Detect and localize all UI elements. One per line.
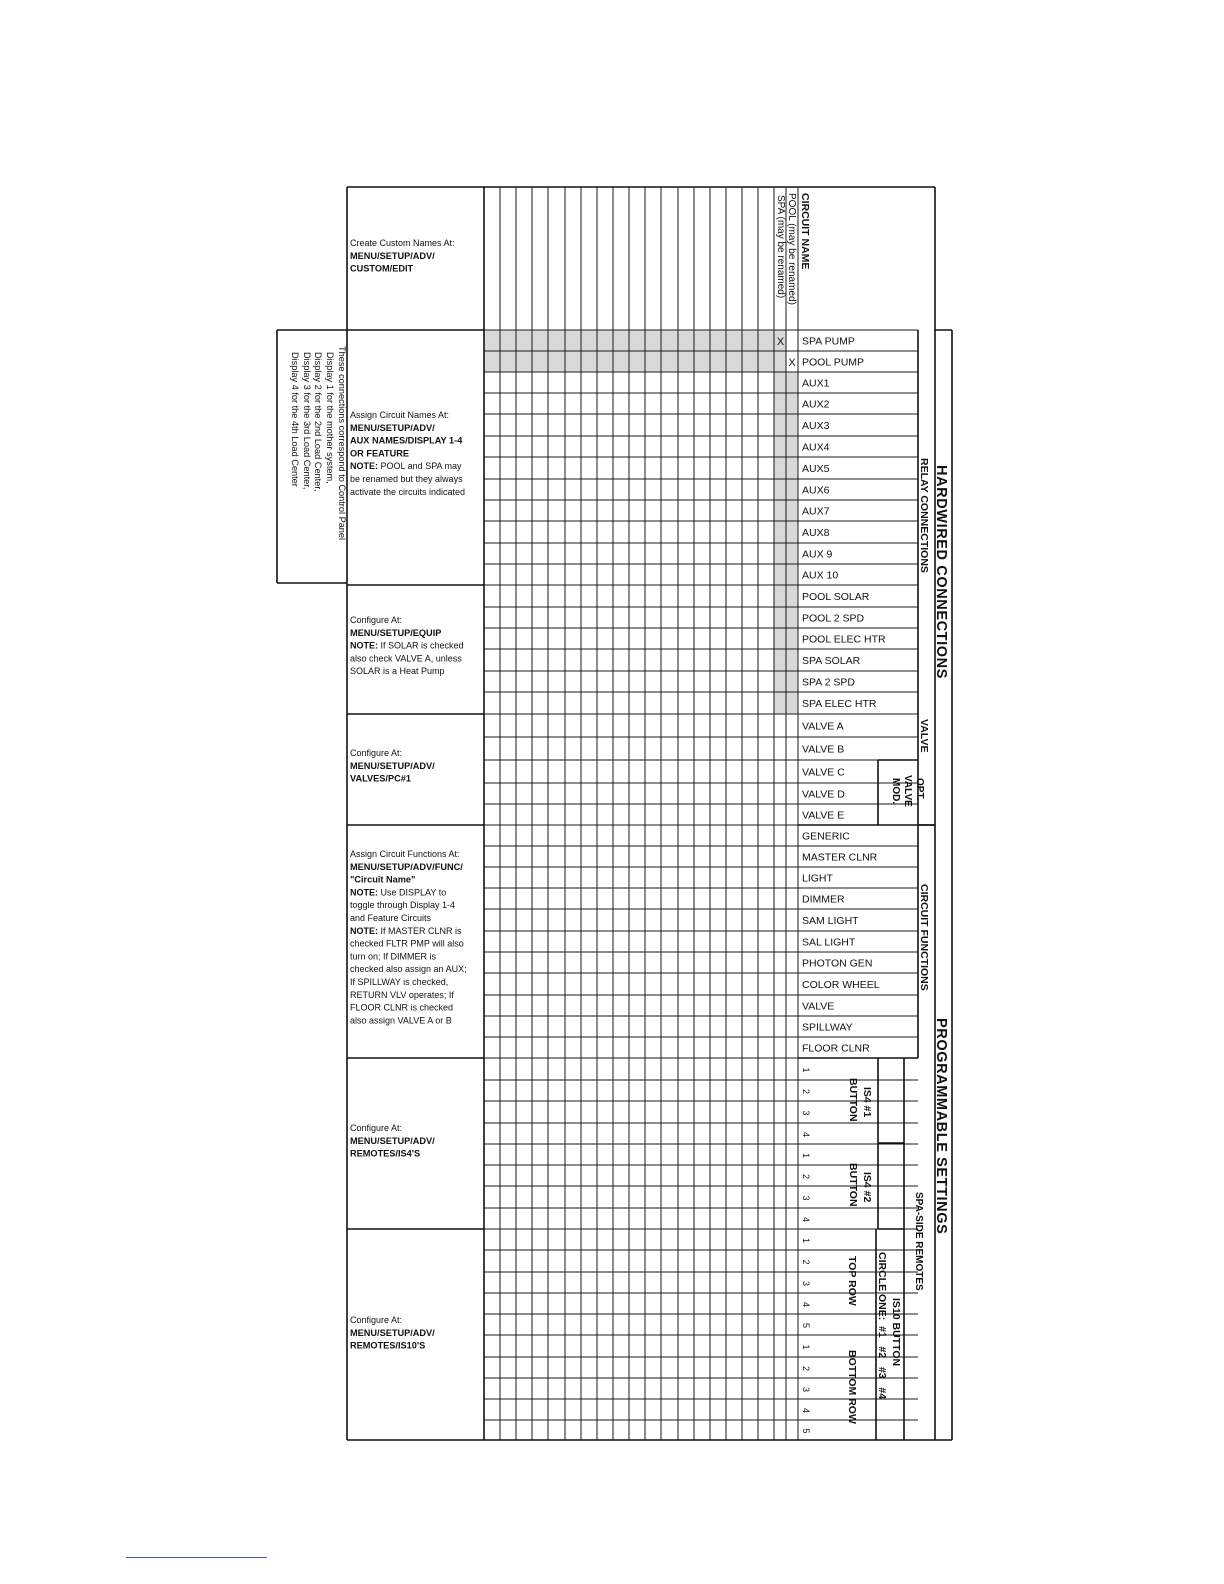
instruction-line: also assign VALVE A or B — [350, 1015, 452, 1026]
is10-circle-one-label: CIRCLE ONE: #1 #2 #3 #4 — [876, 1252, 888, 1400]
opt-valve-label-3: MOD. — [890, 778, 901, 805]
row-label: GENERIC — [802, 830, 850, 843]
row-label: VALVE B — [802, 743, 845, 756]
instruction-line: activate the circuits indicated — [350, 486, 466, 497]
instruction-line: Configure At: — [350, 748, 403, 758]
opt-valve-label-1: OPT. — [914, 778, 925, 801]
relay-connections-label: RELAY CONNECTIONS — [918, 458, 930, 573]
instruction-line: If SPILLWAY is checked, — [350, 977, 449, 987]
side-note-line: Display 2 for the 2nd Load Center, — [313, 352, 323, 492]
grid-lines — [484, 187, 918, 1440]
side-note-line: Display 3 for the 3rd Load Center, — [302, 352, 312, 490]
row-label: 4 — [801, 1131, 811, 1138]
instruction-line: "Circuit Name" — [350, 874, 416, 885]
spa-side-remotes-label: SPA-SIDE REMOTES — [913, 1192, 924, 1291]
instruction-line: SOLAR is a Heat Pump — [350, 666, 445, 677]
row-label: VALVE D — [802, 788, 845, 801]
shade-pool-pump — [484, 351, 786, 372]
top-row-label: TOP ROW — [846, 1256, 858, 1306]
instruction-line: Configure At: — [350, 615, 403, 625]
pool-pump-x-mark: X — [788, 357, 796, 369]
is4-2-button-label: BUTTON — [847, 1163, 859, 1207]
instruction-line: VALVES/PC#1 — [350, 773, 411, 784]
row-label: 5 — [801, 1428, 811, 1434]
instruction-line: MENU/SETUP/ADV/ — [350, 422, 435, 433]
row-label: PHOTON GEN — [802, 957, 873, 970]
is10-button-label: IS10 BUTTON — [890, 1298, 902, 1367]
row-label: SPA ELEC HTR — [802, 698, 877, 710]
row-label: 1 — [801, 1237, 811, 1244]
row-label: POOL PUMP — [802, 356, 865, 369]
circuit-functions-label: CIRCUIT FUNCTIONS — [918, 884, 930, 991]
row-label: SPILLWAY — [802, 1021, 853, 1034]
instruction-line: Create Custom Names At: — [350, 238, 455, 248]
spa-header: SPA (may be renamed) — [775, 195, 786, 299]
row-label: 2 — [801, 1173, 811, 1180]
instruction-line: OR FEATURE — [350, 448, 410, 459]
row-label: AUX3 — [802, 420, 830, 432]
row-label: AUX1 — [802, 377, 830, 390]
frame-lines — [277, 187, 952, 1440]
footnote-rule — [126, 1557, 267, 1558]
instruction-line: Configure At: — [350, 1315, 403, 1325]
row-label: 4 — [801, 1407, 811, 1414]
is4-1-label: IS4 #1 — [861, 1087, 873, 1118]
row-label: AUX2 — [802, 398, 830, 411]
instruction-line: FLOOR CLNR is checked — [350, 1002, 454, 1013]
row-label: 5 — [801, 1322, 811, 1329]
row-label: MASTER CLNR — [802, 851, 878, 864]
pool-header: POOL (may be renamed) — [786, 193, 797, 305]
row-label: 3 — [801, 1195, 811, 1201]
spa-pump-x-mark: X — [776, 336, 785, 348]
row-label: 3 — [801, 1386, 811, 1393]
programmable-title: PROGRAMMABLE SETTINGS — [933, 1018, 949, 1235]
row-label: SPA SOLAR — [802, 655, 861, 667]
row-label: 3 — [801, 1280, 811, 1287]
row-label: POOL ELEC HTR — [802, 633, 886, 646]
hardwired-title: HARDWIRED CONNECTIONS — [933, 465, 949, 679]
valve-group-label: VALVE — [918, 719, 930, 753]
row-label: SAM LIGHT — [802, 915, 859, 927]
instruction-line: RETURN VLV operates; If — [350, 989, 454, 1000]
row-label: POOL SOLAR — [802, 591, 870, 603]
instruction-line: MENU/SETUP/ADV/ — [350, 1135, 435, 1146]
instruction-line: MENU/SETUP/ADV/ — [350, 760, 435, 771]
instruction-line: MENU/SETUP/ADV/FUNC/ — [350, 861, 463, 872]
instruction-line: REMOTES/IS4'S — [350, 1148, 421, 1159]
row-label: 2 — [801, 1365, 811, 1372]
instruction-line: NOTE: If SOLAR is checked — [350, 640, 464, 651]
instruction-line: MENU/SETUP/ADV/ — [350, 1327, 435, 1338]
row-label: VALVE E — [802, 809, 845, 822]
shaded-cells — [484, 330, 798, 714]
side-note — [290, 346, 347, 540]
instruction-line: Configure At: — [350, 1123, 403, 1133]
row-label: 2 — [801, 1259, 811, 1265]
row-label: VALVE C — [802, 766, 845, 779]
row-label: VALVE — [802, 1000, 835, 1013]
circuit-name-header: CIRCUIT NAME — [799, 193, 811, 270]
instructions — [350, 238, 467, 1351]
row-label: FLOOR CLNR — [802, 1042, 870, 1055]
instruction-line: NOTE: If MASTER CLNR is — [350, 925, 462, 936]
instruction-line: Assign Circuit Functions At: — [350, 849, 460, 859]
side-note-line: Display 1 for the mother system, — [325, 352, 335, 484]
instruction-line: NOTE: POOL and SPA may — [350, 461, 462, 472]
row-label: 4 — [801, 1216, 811, 1223]
row-label: 2 — [801, 1088, 811, 1095]
row-label: AUX5 — [802, 463, 830, 475]
row-label: 1 — [801, 1344, 811, 1350]
instruction-line: checked also assign an AUX; — [350, 964, 467, 975]
row-label: 4 — [801, 1301, 811, 1308]
row-label: AUX 9 — [802, 548, 833, 561]
side-note-line: Display 4 for the 4th Load Center — [290, 352, 300, 487]
instruction-line: also check VALVE A, unless — [350, 653, 462, 664]
row-label: AUX8 — [802, 527, 830, 539]
row-label: 3 — [801, 1110, 811, 1116]
bottom-row-label: BOTTOM ROW — [846, 1350, 858, 1424]
row-label: 1 — [801, 1067, 811, 1073]
row-label: 1 — [801, 1152, 811, 1159]
is4-1-button-label: BUTTON — [847, 1078, 859, 1122]
row-label: SAL LIGHT — [802, 936, 856, 949]
instruction-line: MENU/SETUP/ADV/ — [350, 250, 435, 261]
row-label: COLOR WHEEL — [802, 979, 880, 991]
row-label: AUX7 — [802, 505, 830, 518]
instruction-line: MENU/SETUP/EQUIP — [350, 627, 442, 638]
instruction-line: NOTE: Use DISPLAY to — [350, 887, 447, 898]
instruction-line: and Feature Circuits — [350, 913, 432, 923]
instruction-line: checked FLTR PMP will also — [350, 938, 464, 949]
row-label: SPA PUMP — [802, 335, 855, 348]
row-label: AUX6 — [802, 484, 830, 497]
row-label: AUX 10 — [802, 569, 839, 582]
instruction-line: CUSTOM/EDIT — [350, 263, 414, 274]
row-label: AUX4 — [802, 441, 830, 454]
side-note-line: These connections correspond to Control Panel — [337, 346, 347, 541]
shade-spa-pump — [484, 330, 786, 351]
instruction-line: toggle through Display 1-4 — [350, 900, 456, 911]
instruction-line: Assign Circuit Names At: — [350, 410, 450, 420]
row-label: SPA 2 SPD — [802, 676, 855, 689]
instruction-line: be renamed but they always — [350, 474, 463, 484]
row-label: POOL 2 SPD — [802, 612, 865, 625]
opt-valve-label-2: VALVE — [902, 775, 913, 807]
row-label: LIGHT — [802, 872, 833, 885]
row-label: VALVE A — [802, 720, 844, 733]
instruction-line: AUX NAMES/DISPLAY 1-4 — [350, 435, 463, 446]
instruction-line: REMOTES/IS10'S — [350, 1340, 426, 1351]
is4-2-label: IS4 #2 — [861, 1172, 873, 1203]
row-label: DIMMER — [802, 893, 845, 906]
instruction-line: turn on; If DIMMER is — [350, 951, 437, 962]
